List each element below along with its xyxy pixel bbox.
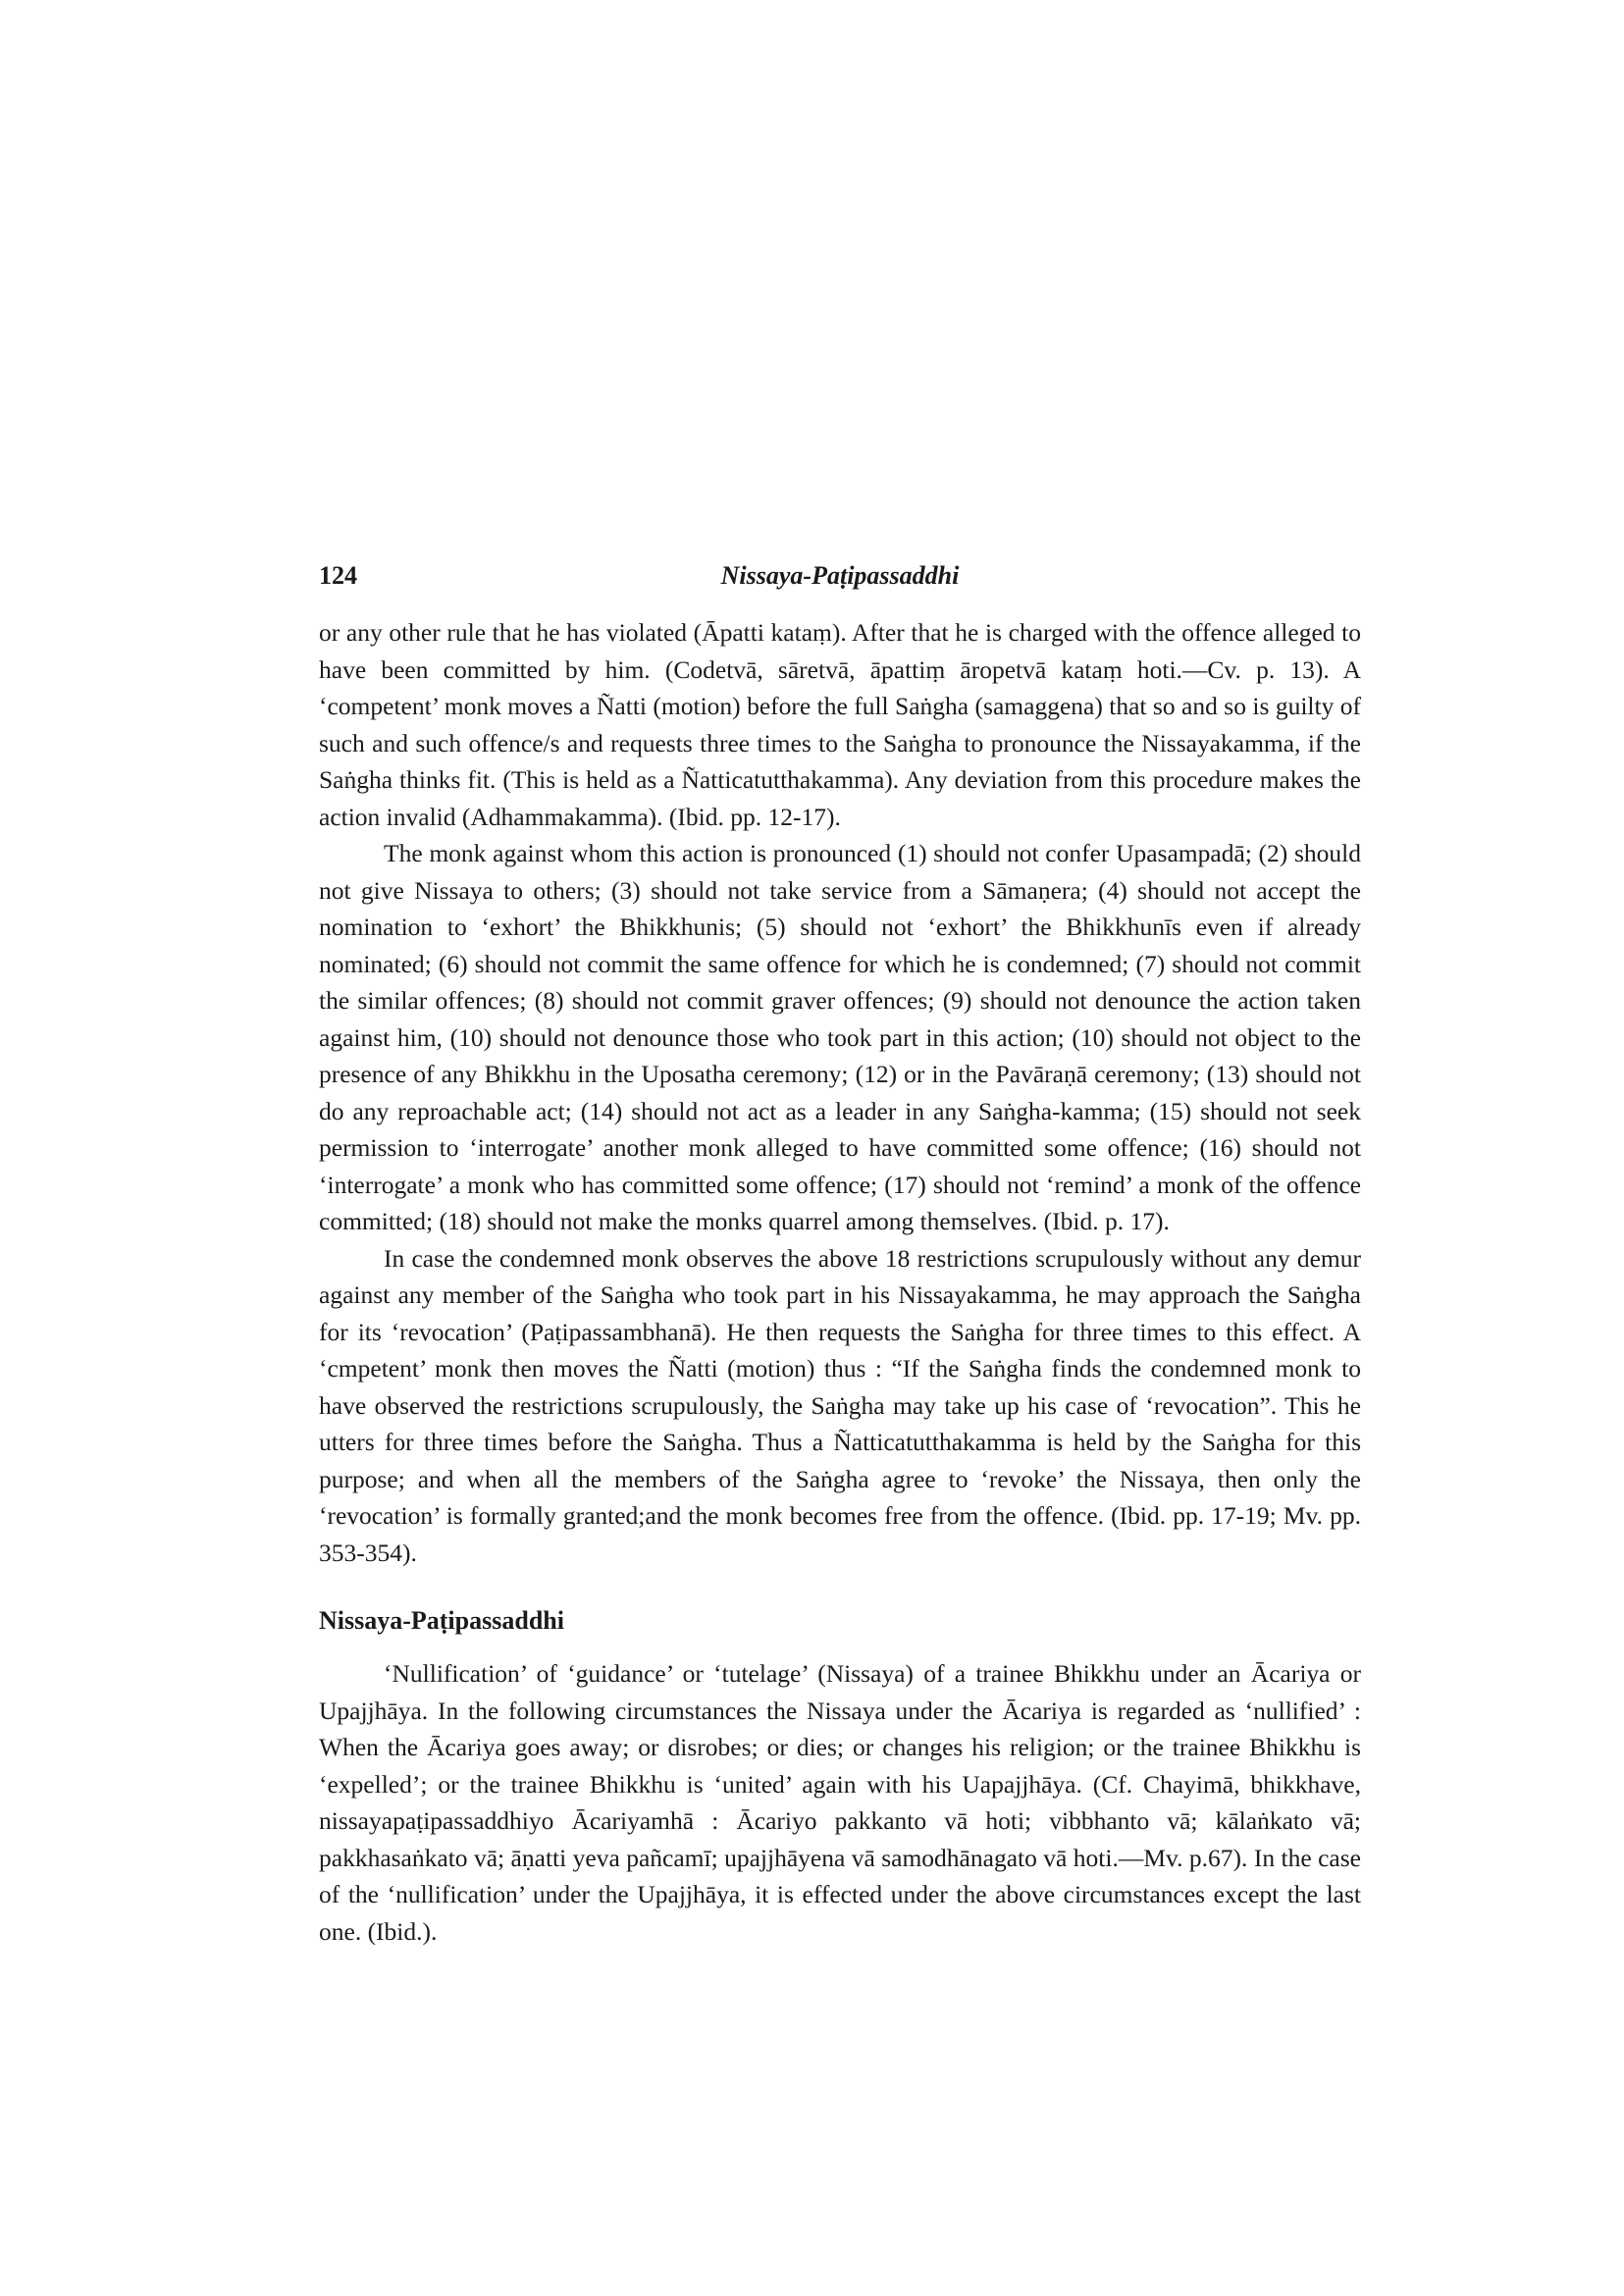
running-title: Nissaya-Paṭipassaddhi [720,561,960,590]
running-head [319,561,1361,600]
paragraph-revocation: In case the condemned monk observes the above 18 restrictions scrupulously without any demur against any member of the Saṅgha who took part in his Nissayakamma, he may approach the Saṅgha for its ‘revocation’ (Paṭipassambhanā). He then requests the Saṅgha for three times to this effect. A ‘cmpetent’ monk then moves the Ñatti (motion) thus : “If the Saṅgha finds the condemned monk to have observed the restrictions scrupulously, the Saṅgha may take up his case of ‘revocation”. This he utters for three times before the Saṅgha. Thus a Ñatticatutthakamma is held by the Saṅgha for this purpose; and when all the members of the Saṅgha agree to ‘revoke’ the Nissaya, then only the ‘revocation’ is formally granted;and the monk becomes free from the offence. (Ibid. pp. 17-19; Mv. pp. 353-354). [319,1243,1361,1567]
paragraph-restrictions: The monk against whom this action is pronounced (1) should not confer Upasampadā; (2) should not give Nissaya to others; (3) should not take service from a Sāmaṇera; (4) should not accept the nomination to ‘exhort’ the Bhikkhunis; (5) should not ‘exhort’ the Bhikkhunīs even if already nominated; (6) should not commit the same offence for which he is condemned; (7) should not commit the similar offences; (8) should not commit graver offences; (9) should not denounce the action taken against him, (10) should not denounce those who took part in this action; (10) should not object to the presence of any Bhikkhu in the Uposatha ceremony; (12) or in the Pavāraṇā ceremony; (13) should not do any reproachable act; (14) should not act as a leader in any Saṅgha-kamma; (15) should not seek permission to ‘interrogate’ another monk alleged to have committed some offence; (16) should not ‘interrogate’ a monk who has committed some offence; (17) should not ‘remind’ a monk of the offence committed; (18) should not make the monks quarrel among themselves. (Ibid. p. 17). [319,839,1361,1235]
paragraph-continuation: or any other rule that he has violated (Āpatti kataṃ). After that he is charged with the offence alleged to have been committed by him. (Codetvā, sāretvā, āpattiṃ āropetvā kataṃ hoti.—Cv. p. 13). A ‘competent’ monk moves a Ñatti (motion) before the full Saṅgha (samaggena) that so and so is guilty of such and such offence/s and requests three times to the Saṅgha to pronounce the Nissayakamma, if the Saṅgha thinks fit. (This is held as a Ñatticatutthakamma). Any deviation from this procedure makes the action invalid (Adhammakamma). (Ibid. pp. 12-17). [319,618,1361,831]
page-number: 124 [319,561,357,590]
paragraph-nullification: ‘Nullification’ of ‘guidance’ or ‘tutelage’ (Nissaya) of a trainee Bhikkhu under an Ācariya or Upajjhāya. In the following circumstances the Nissaya under the Ācariya is regarded as ‘nullified’ : When the Ācariya goes away; or disrobes; or dies; or changes his religion; or the trainee Bhikkhu is ‘expelled’; or the trainee Bhikkhu is ‘united’ again with his Uapajjhāya. (Cf. Chayimā, bhikkhave, nissayapaṭipassaddhiyo Ācariyamhā : Ācariyo pakkanto vā hoti; vibbhanto vā; kālaṅkato vā; pakkhasaṅkato vā; āṇatti yeva pañcamī; upajjhāyena vā samodhānagato vā hoti.—Mv. p.67). In the case of the ‘nullification’ under the Upajjhāya, it is effected under the above circumstances except the last one. (Ibid.). [319,1659,1361,1946]
section-heading: Nissaya-Paṭipassaddhi [319,1606,564,1635]
document-page [319,561,1361,1950]
